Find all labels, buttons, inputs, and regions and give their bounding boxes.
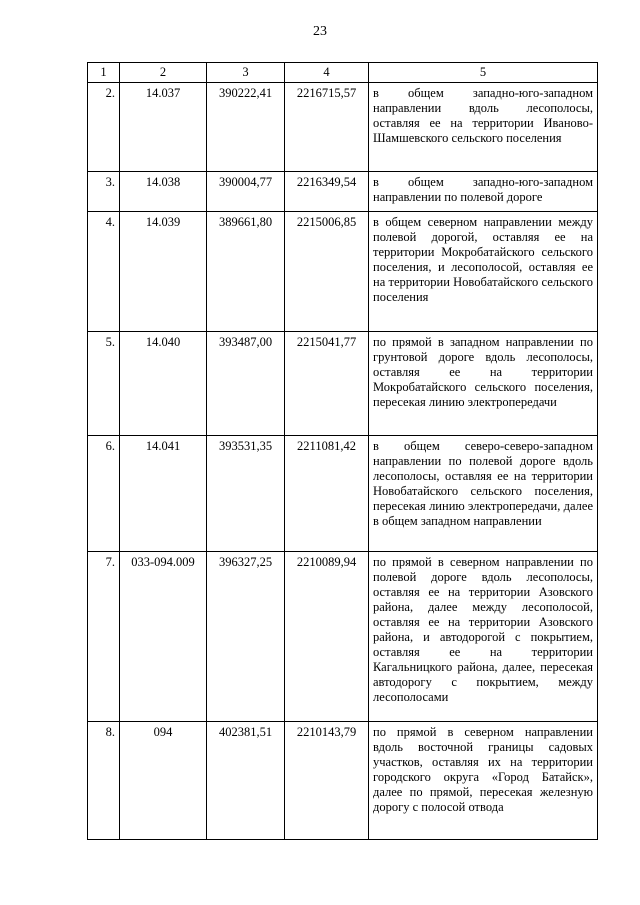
point-code: 094 bbox=[120, 722, 207, 840]
table-row bbox=[88, 212, 598, 332]
description: в общем западно-юго-западном направлении по полевой дороге bbox=[369, 172, 598, 212]
row-number: 8. bbox=[88, 722, 120, 840]
coord-y: 2215006,85 bbox=[285, 212, 369, 332]
point-code: 14.038 bbox=[120, 172, 207, 212]
coord-y: 2211081,42 bbox=[285, 436, 369, 552]
point-code: 14.037 bbox=[120, 83, 207, 172]
coord-x: 390004,77 bbox=[207, 172, 285, 212]
coord-y: 2210089,94 bbox=[285, 552, 369, 722]
coord-x: 396327,25 bbox=[207, 552, 285, 722]
row-number: 6. bbox=[88, 436, 120, 552]
row-number: 7. bbox=[88, 552, 120, 722]
coord-x: 393487,00 bbox=[207, 332, 285, 436]
coord-x: 389661,80 bbox=[207, 212, 285, 332]
point-code: 14.041 bbox=[120, 436, 207, 552]
column-header: 2 bbox=[120, 63, 207, 83]
description: по прямой в северном направлении по полевой дороге вдоль лесополосы, оставляя ее на территории Азовского района, далее между лесополосой, оставляя ее на территории Азовского района, и автодорогой с покрытием, оставляя ее на территории Кагальницкого района, далее, пересекая автодорогу с покрытием, между лесополосами bbox=[369, 552, 598, 722]
table-row bbox=[88, 172, 598, 212]
coord-y: 2210143,79 bbox=[285, 722, 369, 840]
column-header: 5 bbox=[369, 63, 598, 83]
coord-x: 393531,35 bbox=[207, 436, 285, 552]
column-header: 4 bbox=[285, 63, 369, 83]
description: в общем западно-юго-западном направлении вдоль лесополосы, оставляя ее на территории Иваново-Шамшевского сельского поселения bbox=[369, 83, 598, 172]
table-row bbox=[88, 722, 598, 840]
column-header: 3 bbox=[207, 63, 285, 83]
description: по прямой в западном направлении по грунтовой дороге вдоль лесополосы, оставляя ее на территории Мокробатайского сельского поселения, пересекая линию электропередачи bbox=[369, 332, 598, 436]
table-row bbox=[88, 83, 598, 172]
description: в общем северном направлении между полевой дорогой, оставляя ее на территории Мокробатайского сельского поселения, и лесополосой, оставляя ее на территории Новобатайского сельского поселения bbox=[369, 212, 598, 332]
table-row bbox=[88, 436, 598, 552]
coord-x: 390222,41 bbox=[207, 83, 285, 172]
coord-x: 402381,51 bbox=[207, 722, 285, 840]
boundary-table bbox=[87, 62, 598, 840]
point-code: 033-094.009 bbox=[120, 552, 207, 722]
description: по прямой в северном направлении вдоль восточной границы садовых участков, оставляя их на территории городского округа «Город Батайск», далее по прямой, пересекая железную дорогу с полосой отвода bbox=[369, 722, 598, 840]
page-number: 23 bbox=[313, 24, 327, 39]
column-header: 1 bbox=[88, 63, 120, 83]
point-code: 14.040 bbox=[120, 332, 207, 436]
coord-y: 2216349,54 bbox=[285, 172, 369, 212]
row-number: 4. bbox=[88, 212, 120, 332]
coord-y: 2215041,77 bbox=[285, 332, 369, 436]
row-number: 5. bbox=[88, 332, 120, 436]
description: в общем северо-северо-западном направлении по полевой дороге вдоль лесополосы, оставляя ее на территории Новобатайского сельского поселения, пересекая линию электропередачи, далее в общем западном направлении bbox=[369, 436, 598, 552]
table-header-row bbox=[88, 63, 598, 83]
point-code: 14.039 bbox=[120, 212, 207, 332]
row-number: 2. bbox=[88, 83, 120, 172]
row-number: 3. bbox=[88, 172, 120, 212]
table-row bbox=[88, 552, 598, 722]
table-row bbox=[88, 332, 598, 436]
coord-y: 2216715,57 bbox=[285, 83, 369, 172]
